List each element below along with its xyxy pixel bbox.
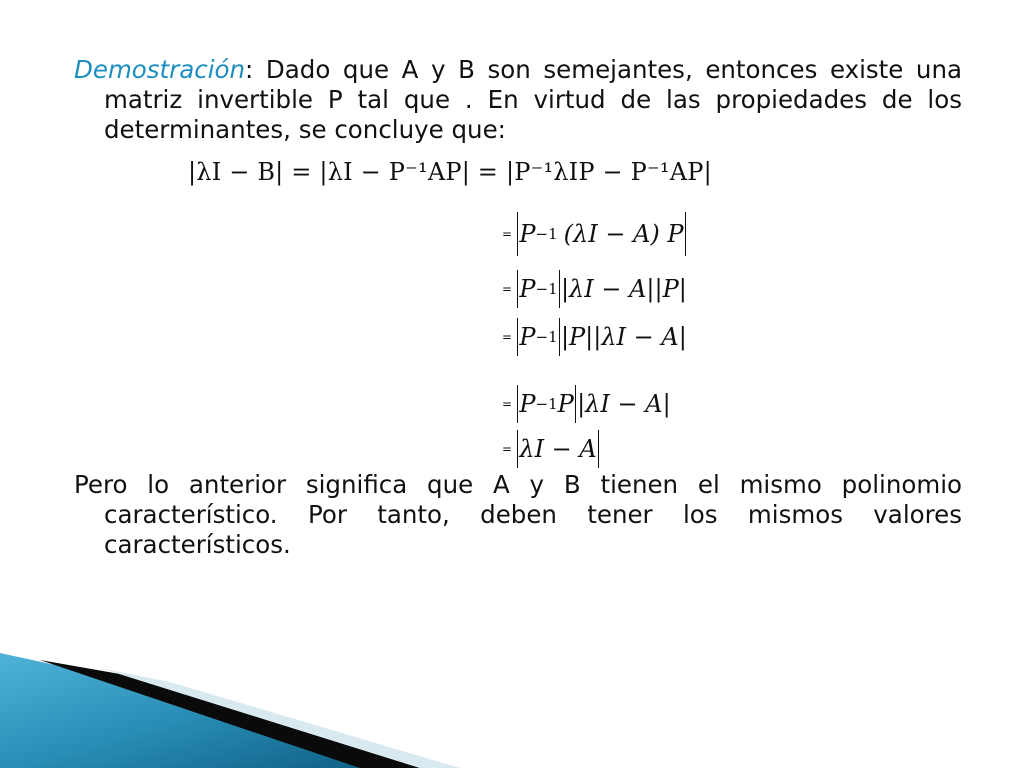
determinant-bar-right [685, 212, 686, 256]
inverse-exponent: −1 [535, 225, 558, 243]
matrix-p-second: P [557, 390, 574, 418]
matrix-p: P [519, 275, 536, 303]
matrix-p: P [519, 390, 536, 418]
paragraph-demostracion [74, 55, 962, 145]
paragraph-conclusion: Pero lo anterior significa que A y B tienen el mismo polinomio característico. Por tanto, deben tener los mismos valores característicos. [74, 470, 962, 559]
step-2-expression: |λI − A||P| [560, 275, 687, 303]
corner-decoration [0, 638, 1024, 768]
step-row-2 [502, 270, 687, 308]
equals-sign: = [502, 282, 513, 296]
step-row-4 [502, 385, 671, 423]
equals-sign: = [502, 330, 513, 344]
matrix-p: P [519, 220, 536, 248]
step-3-expression: |P||λI − A| [560, 323, 687, 351]
matrix-p: P [519, 323, 536, 351]
step-row-5 [502, 430, 600, 468]
inverse-exponent: −1 [535, 395, 558, 413]
step-4-expression: |λI − A| [577, 390, 671, 418]
determinant-bar-right [575, 385, 576, 423]
inverse-exponent: −1 [535, 328, 558, 346]
main-equation: |λI − B| = |λI − P⁻¹AP| = |P⁻¹λIP − P⁻¹AP| [188, 158, 712, 186]
step-row-3 [502, 318, 687, 356]
demostracion-label: Demostración [74, 55, 246, 84]
step-5-expression: λI − A [519, 435, 597, 463]
step-row-1 [502, 212, 687, 256]
equals-sign: = [502, 442, 513, 456]
determinant-bar-right [598, 430, 599, 468]
inverse-exponent: −1 [535, 280, 558, 298]
equals-sign: = [502, 227, 513, 241]
determinant-bar-right [559, 318, 560, 356]
step-1-expression: (λI − A) P [563, 220, 684, 248]
equals-sign: = [502, 397, 513, 411]
paragraph-1-text: : Dado que A y B son semejantes, entonces existe una matriz invertible P tal que . En virtud de las propiedades de los determinantes, se concluye que: [104, 55, 962, 144]
determinant-bar-right [559, 270, 560, 308]
